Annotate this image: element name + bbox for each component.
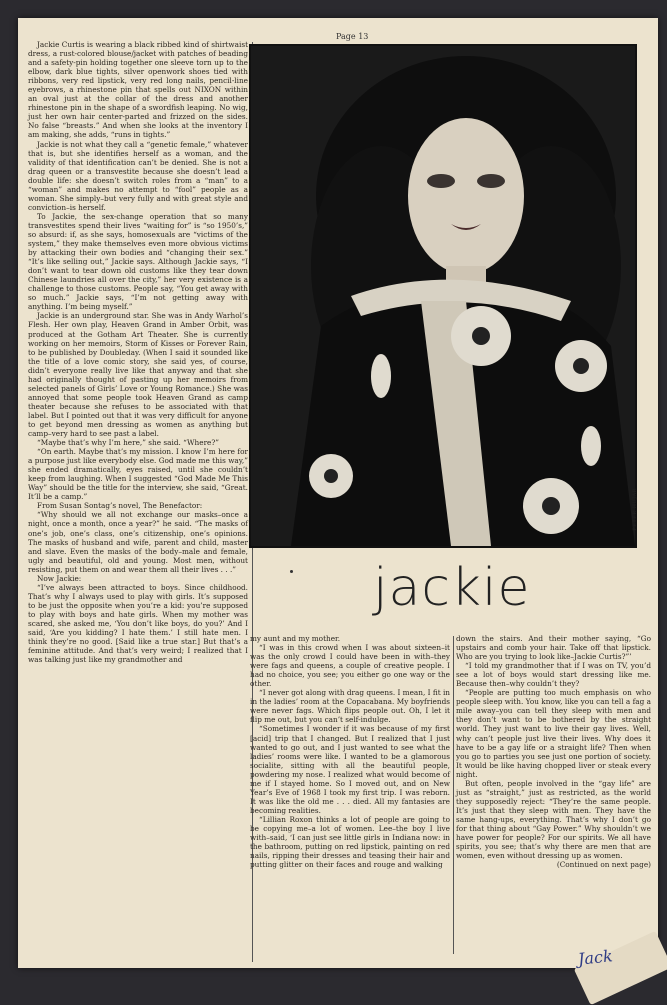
paragraph: To Jackie, the sex-change operation that so many transvestites spend their lives “waiting for” is “so 1950’s,” so absurd: if, as she says, homosexuals are “victims of the system,” they make themselves even more obvious victims by attacking their own bodies and “changing their sex.” “It’s like selling out,” Jackie says. Although Jackie says, “I don’t want to tear down old customs like they tear down Chinese laundries all over the city,” her very existence is a challenge to those customs. People say, “You get away with so much.” Jackie says, “I’m not getting away with anything. I’m being myself.” — [28, 211, 248, 312]
paragraph: “I was in this crowd when I was about sixteen–it was the only crowd I could have been in with–they were fags and queens, a couple of creative people. I had no choice, you see; you either go one way or the other. — [250, 643, 450, 689]
page-number: Page 13 — [336, 32, 369, 41]
magazine-page — [18, 18, 658, 968]
article-column-left — [28, 40, 248, 664]
paragraph: “Why should we all not exchange our masks–once a night, once a month, once a year?” he said. “The masks of one’s job, one’s class, one’s citizenship, one’s opinions. The masks of husband and wife, parent and child, master and slave. Even the masks of the body–male and female, ugly and beautiful, old and young. Most men, without resisting, put them on and wear them all their lives . . .” — [28, 510, 248, 574]
paragraph: down the stairs. And their mother saying, “Go upstairs and comb your hair. Take off that lipstick. Who are you trying to look like–Jackie Curtis?”’ — [456, 634, 651, 662]
paragraph: “I’ve always been attracted to boys. Since childhood. That’s why I always used to play with girls. It’s supposed to be just the opposite when you’re a kid: you’re supposed to play with boys and hate girls. When my mother was scared, she asked me, ‘You don’t like boys, do you?’ And I said, ‘Are you kidding? I hate them.’ I still hate men. I think they’re no good. [Said like a true star.] But that’s a feminine attitude. And that’s very weird; I realized that I was talking just like my grandmother and — [28, 582, 248, 665]
portrait-photo-icon — [251, 46, 635, 546]
paragraph: From Susan Sontag’s novel, The Benefactor: — [37, 501, 203, 511]
article-column-right — [456, 634, 651, 869]
handwritten-signature: Jack — [577, 946, 614, 969]
paragraph: “People are putting too much emphasis on who people sleep with. You know, like you can tell a fag a mile away–you can tell they sleep with men and they don’t want to be bothered by the straight world. They just want to live their gay lives. Well, why can’t people just live their lives. Why does it have to be a gay life or a straight life? Then when you go to parties you see just one portion of society. It would be like having chopped liver or steak every night. — [456, 688, 651, 779]
decorative-dot — [290, 570, 293, 573]
paragraph: Jackie is not what they call a “genetic female,” whatever that is, but she identifies herself as a woman, and the validity of that identification can’t be denied. She is not a drag queen or a transvestite because she doesn’t lead a double life: she doesn’t switch roles from a “man” to a “woman” and makes no attempt to “fool” people as a woman. She simply–but very fully and with great style and conviction–is herself. — [28, 139, 248, 212]
paragraph: (Continued on next page) — [556, 860, 651, 870]
paragraph: “Sometimes I wonder if it was because of my first [acid] trip that I changed. But I realized that I just wanted to go out, and I just wanted to see what the ladies’ rooms were like. I wanted to be a glamorous socialite, sitting with all the beautiful people, powdering my nose. I realized what would become of me if I stayed home. So I moved out, and on New Year’s Eve of 1968 I took my first trip. I was reborn. It was like the old me . . . died. All my fantasies are becoming realities. — [250, 724, 450, 815]
article-column-middle — [250, 634, 450, 869]
paragraph: Jackie is an underground star. She was in Andy Warhol’s Flesh. Her own play, Heaven Grand in Amber Orbit, was produced at the Gotham Art Theater. She is currently working on her memoirs, Storm of Kisses or Forever Rain, to be published by Doubleday. (When I said it sounded like the title of a love comic story, she said yes, of course, didn’t everyone really live like that anyway and that she had originally thought of pasting up her memoirs from selected panels of Girls’ Love or Young Romance.) She was annoyed that some people took Heaven Grand as camp theater because she refuses to be associated with that label. But I pointed out that it was very difficult for anyone to get beyond men dressing as women as anything but camp–very hard to see past a label. — [28, 311, 248, 439]
paragraph: “I told my grandmother that if I was on TV, you’d see a lot of boys would start dressing like me. Because then–why couldn’t they? — [456, 661, 651, 689]
paragraph: “I never got along with drag queens. I mean, I fit in in the ladies’ room at the Copacabana. My boyfriends were never fags. Which flips people out. Oh, I let it flip me out, but you can’t self-indulge. — [250, 688, 450, 725]
paragraph: Jackie Curtis is wearing a black ribbed kind of shirtwaist dress, a rust-colored blouse/jacket with patches of beading and a safety-pin holding together one sleeve torn up to the elbow, dark blue tights, silver openwork shoes tied with ribbons, very red lipstick, very red long nails, pencil-line eyebrows, a rhinestone pin that spells out NIXON within an oval just at the collar of the dress and another rhinestone pin in the shape of a swordfish leaping. No wig, just her own hair center-parted and frizzed on the sides. No false “breasts.” And when she looks at the inventory I am making, she adds, “runs in tights.” — [28, 40, 248, 140]
portrait-photo — [249, 44, 637, 548]
paragraph: “On earth. Maybe that’s my mission. I know I’m here for a purpose just like everybody else. God made me this way,” she ended dramatically, eyes raised, until she couldn’t keep from laughing. When I suggested “God Made Me This Way” should be the title for the interview, she said, “Great. It’ll be a camp.” — [28, 447, 248, 502]
column-rule-right — [453, 636, 454, 954]
photo-credit: PETER HUJAR — [632, 488, 638, 531]
page-corner-curl — [574, 931, 667, 1005]
paragraph: “Maybe that’s why I’m here,” she said. “Where?” — [37, 438, 220, 448]
paragraph: Now Jackie: — [37, 573, 82, 583]
paragraph: my aunt and my mother. — [250, 634, 341, 643]
paragraph: “Lillian Roxon thinks a lot of people are going to be copying me–a lot of women. Lee–the boy I live with–said, ‘I can just see little girls in Indiana now: in the bathroom, putting on red lipstick, painting on red nails, ripping their dresses and teasing their hair and putting glitter on their faces and rouge and walking — [250, 814, 450, 870]
article-headline: jackie — [373, 558, 531, 618]
paragraph: But often, people involved in the “gay life” are just as “straight,” just as restricted, as the world they supposedly reject: “They’re the same people. It’s just that they sleep with men. They have the same hang-ups, everything. That’s why I don’t go for that thing about “Gay Power.” Why shouldn’t we have power for people? For our spirits. We all have spirits, you see; that’s why there are men that are women, even without dressing up as women. — [456, 778, 651, 861]
